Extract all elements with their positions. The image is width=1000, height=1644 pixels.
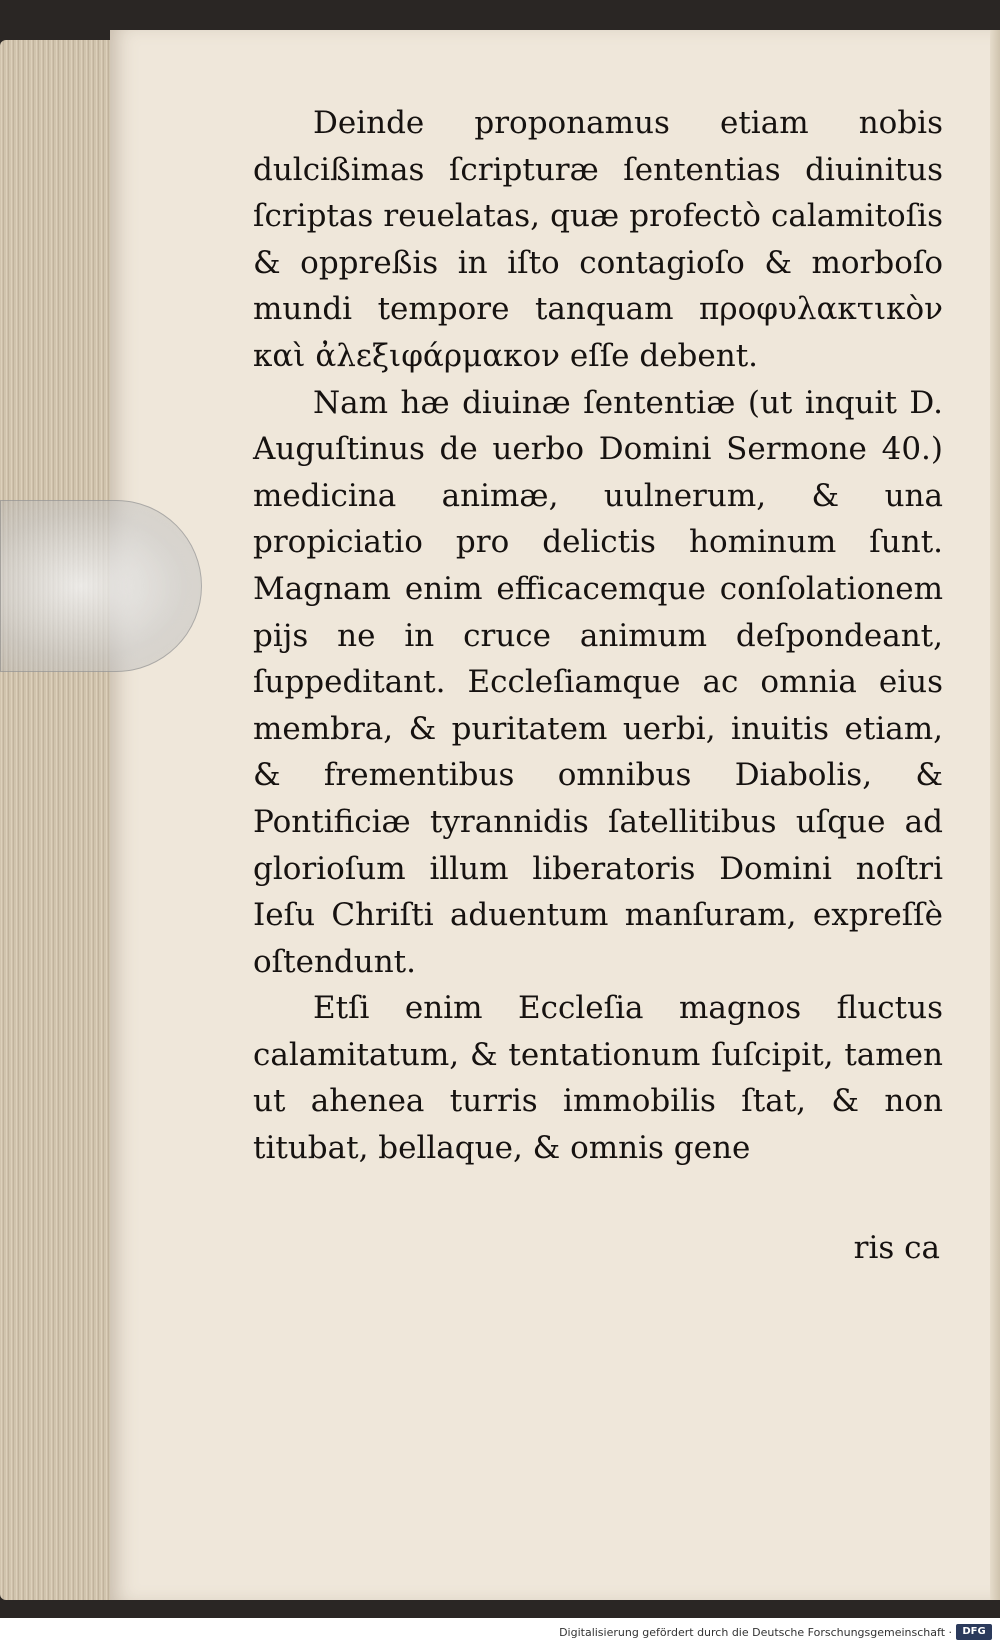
funding-credit: Digitalisierung gefördert durch die Deutsche Forschungsgemeinschaft · [559,1626,952,1639]
paragraph-nam: Nam hæ diuinæ ſententiæ (ut inquit D. Auguſtinus de uerbo Domini Sermone 40.) medicina animæ, uulnerum, & una propiciatio pro delictis hominum ſunt. Magnam enim efficacemque conſolationem pijs ne in cruce animum deſpondeant, ſuppeditant. Eccleſiamque ac omnia eius membra, & puritatem uerbi, inuitis etiam, & frementibus omnibus Diabolis, & Pontificiæ tyrannidis ſatellitibus uſque ad glorioſum illum liberatoris Domini noſtri Ieſu Chriſti aduentum manſuram, expreſſè oſtendunt. [253,384,943,980]
paragraph-etsi: Etſi enim Eccleſia magnos fluctus calamitatum, & tentationum ſuſcipit, tamen ut ahenea turris immobilis ſtat, & non titubat, bellaque, & omnis gene [253,990,943,1167]
page-edge [990,30,1000,1600]
paragraph-deinde: Deinde proponamus etiam nobis dulcißimas ſcripturæ ſententias diuinitus ſcriptas reuelatas, quæ profectò calamitoſis & oppreßis in iſto contagioſo & morboſo mundi tempore tanquam προφυλακτικὸν καὶ ἀλεξιφάρμακον eſſe debent. [253,105,943,374]
plastic-page-holder [0,500,202,672]
dfg-logo-icon: DFG [956,1624,992,1640]
page-text [253,100,943,1172]
catchword: ris ca [853,1230,940,1266]
digitization-footer [0,1618,1000,1644]
